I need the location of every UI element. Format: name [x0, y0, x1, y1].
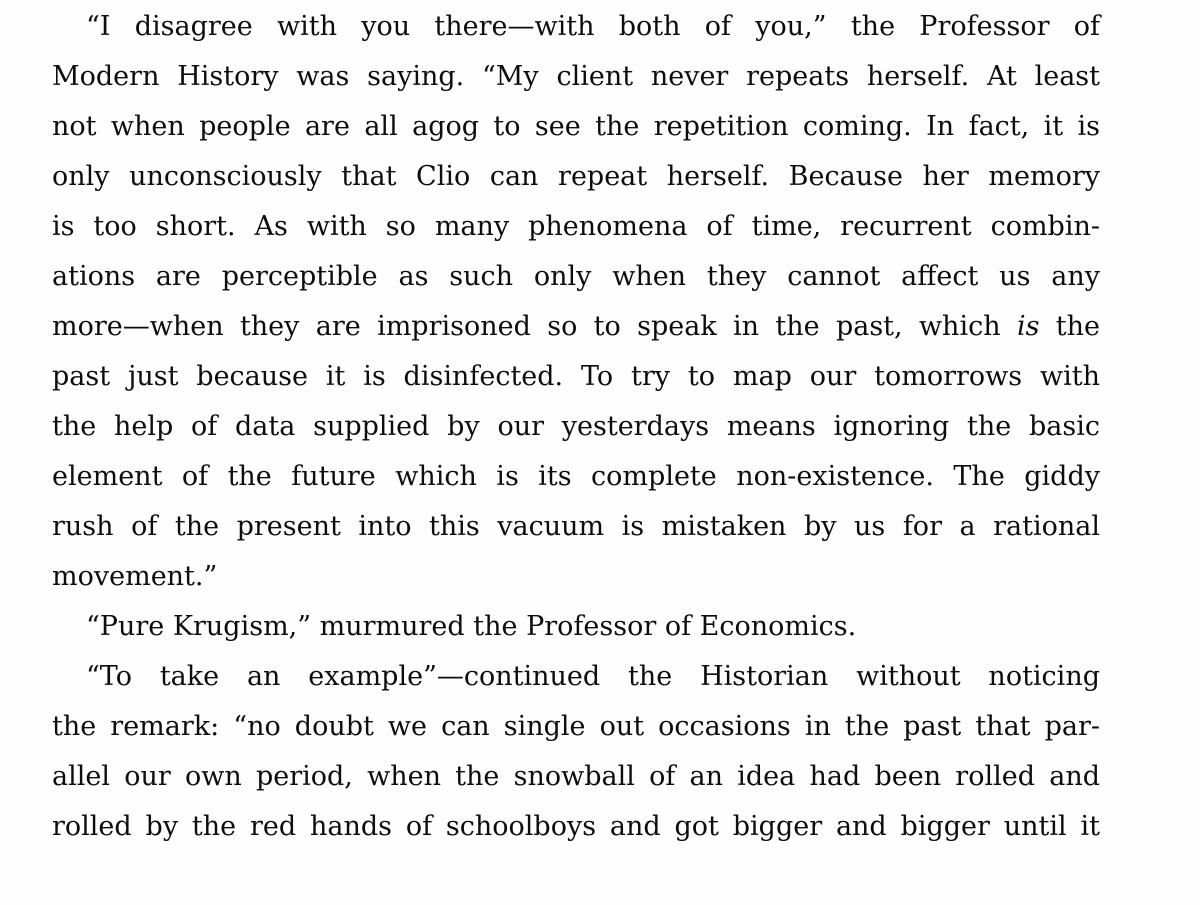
text-line — [52, 152, 1100, 202]
text-line — [52, 452, 1100, 502]
text-segment: the help of data supplied by our yesterdays means ignoring the basic — [52, 411, 1100, 442]
italic-text-segment: is — [1016, 311, 1040, 342]
text-line — [52, 602, 1100, 652]
text-segment: not when people are all agog to see the repetition coming. In fact, it is — [52, 111, 1100, 142]
text-block — [52, 2, 1100, 852]
text-line — [52, 302, 1100, 352]
text-segment: only unconsciously that Clio can repeat herself. Because her memory — [52, 161, 1100, 192]
text-line — [52, 702, 1100, 752]
text-segment: “Pure Krugism,” murmured the Professor of Economics. — [86, 611, 857, 642]
text-line — [52, 552, 1100, 602]
text-segment: rush of the present into this vacuum is mistaken by us for a rational — [52, 511, 1100, 542]
text-line — [52, 2, 1100, 52]
text-line — [52, 502, 1100, 552]
text-segment: past just because it is disinfected. To try to map our tomorrows with — [52, 361, 1100, 392]
text-line — [52, 802, 1100, 852]
text-segment: is too short. As with so many phenomena of time, recurrent combin- — [52, 211, 1100, 242]
text-line — [52, 52, 1100, 102]
text-line — [52, 202, 1100, 252]
text-line — [52, 652, 1100, 702]
text-segment: “I disagree with you there—with both of you,” the Professor of — [86, 11, 1100, 42]
text-segment: ations are perceptible as such only when they cannot affect us any — [52, 261, 1100, 292]
text-segment: the remark: “no doubt we can single out occasions in the past that par- — [52, 711, 1100, 742]
text-line — [52, 352, 1100, 402]
text-line — [52, 102, 1100, 152]
text-segment: more—when they are imprisoned so to speak in the past, which — [52, 311, 1017, 342]
text-segment: element of the future which is its complete non-existence. The giddy — [52, 461, 1100, 492]
text-segment: the — [1039, 311, 1100, 342]
text-segment: rolled by the red hands of schoolboys and got bigger and bigger until it — [52, 811, 1100, 842]
text-segment: movement.” — [52, 561, 218, 592]
text-segment: Modern History was saying. “My client never repeats herself. At least — [52, 61, 1100, 92]
text-segment: allel our own period, when the snowball of an idea had been rolled and — [52, 761, 1100, 792]
text-line — [52, 752, 1100, 802]
text-line — [52, 402, 1100, 452]
text-segment: “To take an example”—continued the Historian without noticing — [86, 661, 1100, 692]
text-line — [52, 252, 1100, 302]
